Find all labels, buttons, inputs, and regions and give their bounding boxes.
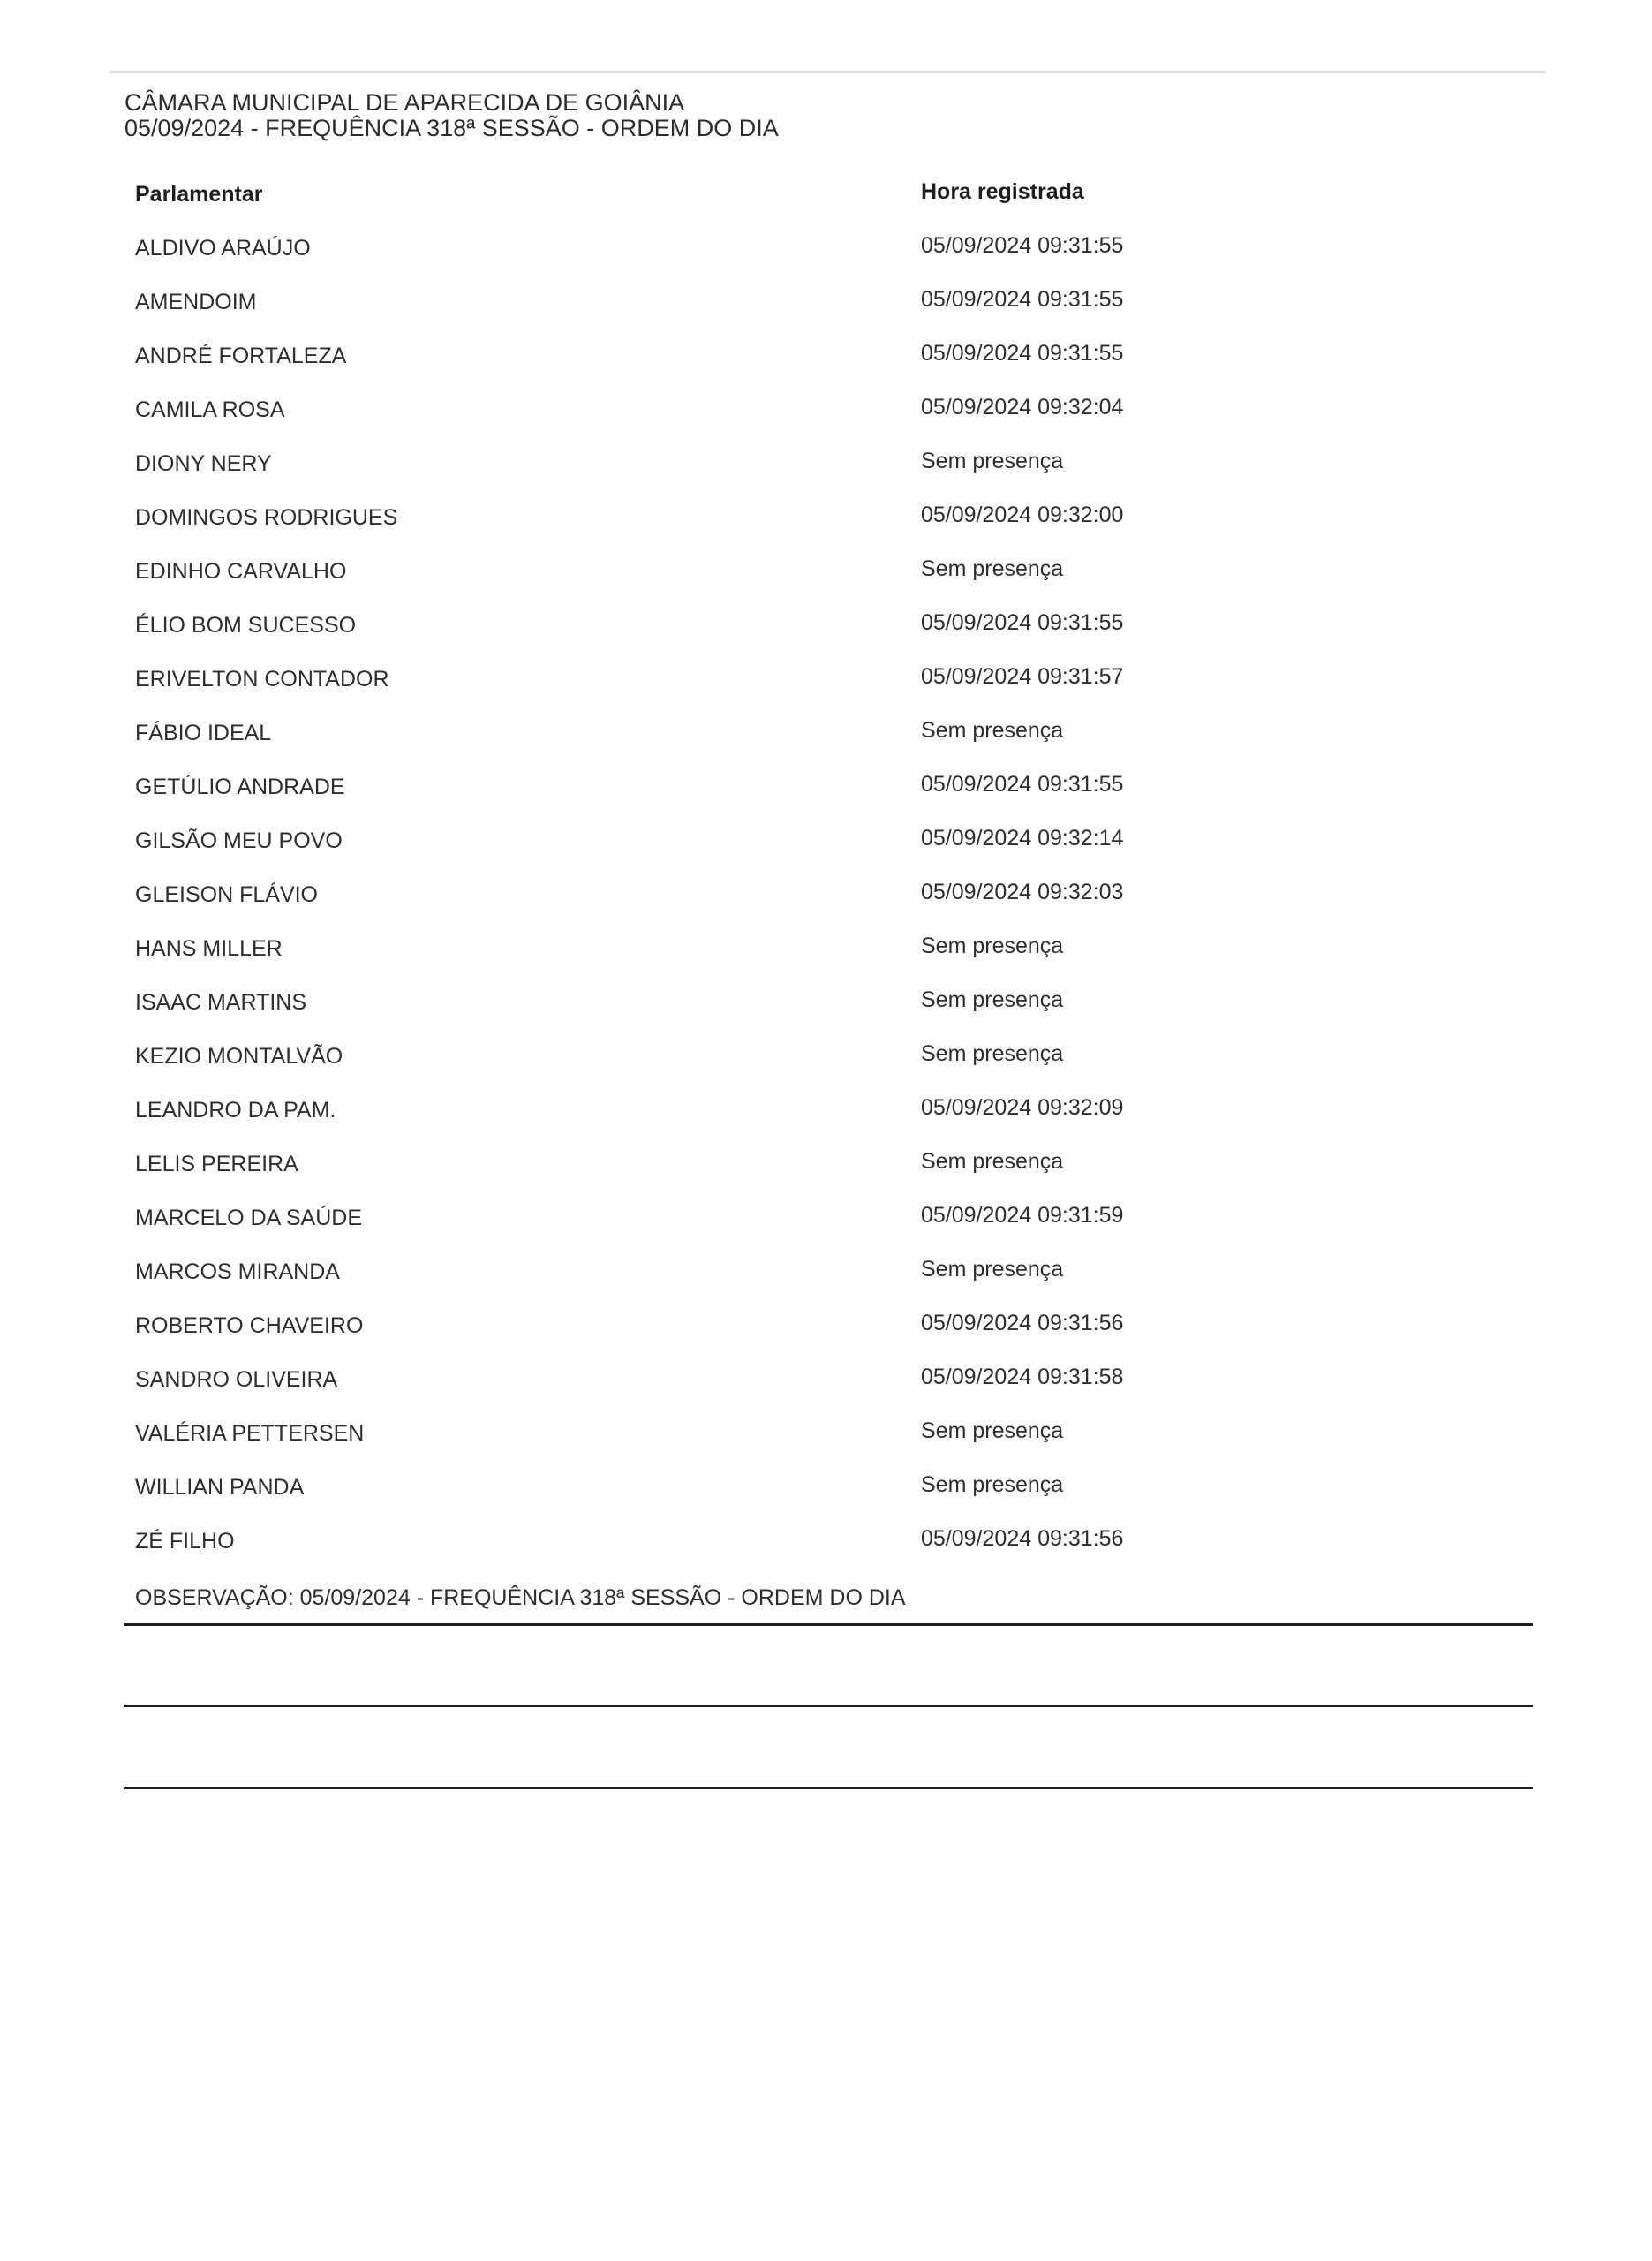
parlamentar-name: LEANDRO DA PAM. [135,1098,336,1123]
table-row [135,1526,1504,1580]
table-row [135,1311,1504,1365]
parlamentar-name: ZÉ FILHO [135,1529,235,1554]
hora-registrada-value: 05/09/2024 09:32:14 [921,826,1124,851]
parlamentar-name: ERIVELTON CONTADOR [135,667,389,692]
hora-registrada-value: Sem presença [921,987,1064,1012]
parlamentar-name: SANDRO OLIVEIRA [135,1367,338,1392]
parlamentar-name: HANS MILLER [135,936,283,961]
hora-registrada-value: 05/09/2024 09:31:58 [921,1365,1124,1389]
hora-registrada-value: Sem presença [921,1472,1064,1497]
table-row [135,987,1504,1041]
table-row [135,1257,1504,1311]
parlamentar-name: CAMILA ROSA [135,397,285,422]
signature-line [124,1705,1533,1707]
table-row [135,395,1504,449]
hora-registrada-value: 05/09/2024 09:32:03 [921,880,1124,904]
table-row [135,718,1504,772]
table-row [135,287,1504,341]
hora-registrada-value: 05/09/2024 09:31:55 [921,772,1124,797]
table-body [135,233,1504,1580]
table-row [135,610,1504,664]
table-row [135,233,1504,287]
top-divider [110,71,1545,73]
hora-registrada-value: Sem presença [921,1418,1064,1443]
parlamentar-name: ISAAC MARTINS [135,990,307,1015]
parlamentar-name: DOMINGOS RODRIGUES [135,505,398,530]
hora-registrada-value: Sem presença [921,556,1064,581]
hora-registrada-value: 05/09/2024 09:31:55 [921,287,1124,312]
parlamentar-name: GETÚLIO ANDRADE [135,775,345,799]
parlamentar-name: DIONY NERY [135,451,272,476]
table-header-row [135,179,1504,233]
table-row [135,503,1504,556]
column-header-parlamentar: Parlamentar [135,182,263,207]
hora-registrada-value: Sem presença [921,449,1064,473]
hora-registrada-value: 05/09/2024 09:31:56 [921,1526,1124,1551]
hora-registrada-value: Sem presença [921,1257,1064,1282]
table-row [135,664,1504,718]
table-row [135,772,1504,826]
parlamentar-name: WILLIAN PANDA [135,1475,305,1500]
column-header-hora-registrada: Hora registrada [921,179,1084,204]
signature-line [124,1623,1533,1626]
table-row [135,826,1504,880]
parlamentar-name: AMENDOIM [135,290,257,314]
parlamentar-name: ÉLIO BOM SUCESSO [135,613,357,638]
parlamentar-name: MARCELO DA SAÚDE [135,1206,363,1230]
parlamentar-name: GILSÃO MEU POVO [135,828,343,853]
hora-registrada-value: 05/09/2024 09:31:55 [921,341,1124,366]
signature-line [124,1787,1533,1789]
parlamentar-name: FÁBIO IDEAL [135,721,272,745]
hora-registrada-value: 05/09/2024 09:31:59 [921,1203,1124,1228]
table-row [135,934,1504,987]
table-row [135,556,1504,610]
parlamentar-name: ANDRÉ FORTALEZA [135,344,347,368]
table-row [135,1472,1504,1526]
parlamentar-name: KEZIO MONTALVÃO [135,1044,343,1069]
hora-registrada-value: Sem presença [921,1149,1064,1174]
session-title: 05/09/2024 - FREQUÊNCIA 318ª SESSÃO - ORDEM DO DIA [124,115,779,141]
observation-text: OBSERVAÇÃO: 05/09/2024 - FREQUÊNCIA 318ª SESSÃO - ORDEM DO DIA [135,1585,906,1610]
parlamentar-name: VALÉRIA PETTERSEN [135,1421,365,1446]
table-row [135,1203,1504,1257]
table-row [135,1365,1504,1418]
table-row [135,449,1504,503]
table-row [135,341,1504,395]
table-row [135,1149,1504,1203]
parlamentar-name: ROBERTO CHAVEIRO [135,1313,364,1338]
hora-registrada-value: 05/09/2024 09:31:56 [921,1311,1124,1335]
parlamentar-name: ALDIVO ARAÚJO [135,236,311,261]
hora-registrada-value: 05/09/2024 09:32:00 [921,503,1124,527]
parlamentar-name: LELIS PEREIRA [135,1152,298,1176]
institution-name: CÂMARA MUNICIPAL DE APARECIDA DE GOIÂNIA [124,89,685,116]
table-row [135,1041,1504,1095]
hora-registrada-value: Sem presença [921,934,1064,958]
table-row [135,1095,1504,1149]
table-row [135,880,1504,934]
hora-registrada-value: 05/09/2024 09:32:09 [921,1095,1124,1120]
hora-registrada-value: 05/09/2024 09:31:57 [921,664,1124,689]
hora-registrada-value: Sem presença [921,1041,1064,1066]
document-header [124,90,1361,141]
hora-registrada-value: 05/09/2024 09:32:04 [921,395,1124,420]
parlamentar-name: MARCOS MIRANDA [135,1259,340,1284]
table-row [135,1418,1504,1472]
hora-registrada-value: Sem presença [921,718,1064,743]
hora-registrada-value: 05/09/2024 09:31:55 [921,610,1124,635]
hora-registrada-value: 05/09/2024 09:31:55 [921,233,1124,258]
parlamentar-name: GLEISON FLÁVIO [135,882,319,907]
parlamentar-name: EDINHO CARVALHO [135,559,347,584]
attendance-table [135,179,1504,1580]
